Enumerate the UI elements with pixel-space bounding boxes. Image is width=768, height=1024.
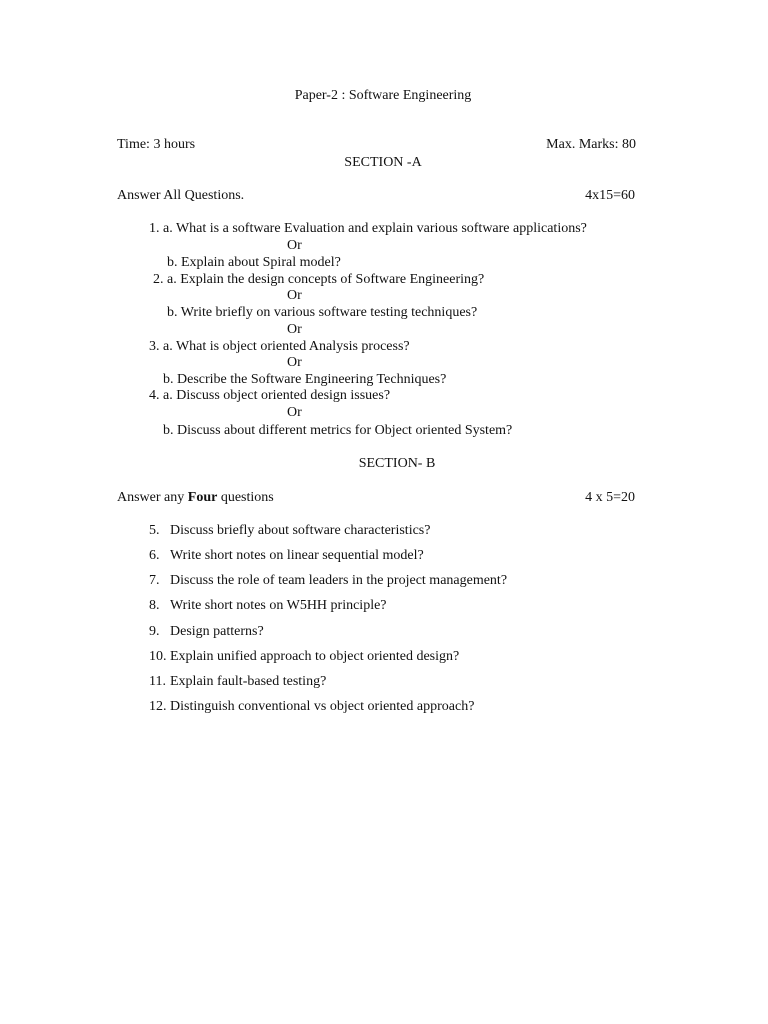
question-text: Write short notes on linear sequential model? <box>170 548 424 563</box>
list-item <box>149 573 507 589</box>
question-4b: b. Discuss about different metrics for Object oriented System? <box>163 423 513 438</box>
or-separator: Or <box>287 238 302 253</box>
max-marks: Max. Marks: 80 <box>546 137 636 152</box>
question-2a: 2. a. Explain the design concepts of Software Engineering? <box>153 272 485 287</box>
section-b-heading: SECTION- B <box>358 456 436 471</box>
question-text: Distinguish conventional vs object oriented approach? <box>170 699 475 714</box>
or-separator: Or <box>287 355 302 370</box>
question-number: 12. <box>149 699 167 714</box>
or-separator: Or <box>287 322 302 337</box>
question-text: Discuss the role of team leaders in the project management? <box>170 573 508 588</box>
list-item <box>149 548 424 564</box>
or-separator: Or <box>287 405 302 420</box>
list-item <box>149 649 459 665</box>
list-item <box>149 523 430 539</box>
question-number: 11. <box>149 674 166 689</box>
question-number: 8. <box>149 598 160 613</box>
question-number: 6. <box>149 548 160 563</box>
or-separator: Or <box>287 288 302 303</box>
question-text: Design patterns? <box>170 624 264 639</box>
list-item <box>149 624 264 640</box>
question-2b: b. Write briefly on various software testing techniques? <box>167 305 478 320</box>
list-item <box>149 699 474 715</box>
question-1b: b. Explain about Spiral model? <box>167 255 341 270</box>
question-text: Explain unified approach to object oriented design? <box>170 649 460 664</box>
list-item <box>149 674 326 690</box>
question-3a: 3. a. What is object oriented Analysis process? <box>149 339 410 354</box>
instruction-emphasis: Four <box>187 490 218 505</box>
paper-title: Paper-2 : Software Engineering <box>294 88 472 103</box>
list-item <box>149 598 387 614</box>
question-text: Write short notes on W5HH principle? <box>170 598 387 613</box>
section-b-marks: 4 x 5=20 <box>585 490 635 505</box>
section-b-instruction <box>117 490 274 506</box>
question-number: 7. <box>149 573 160 588</box>
exam-duration: Time: 3 hours <box>117 137 196 152</box>
question-text: Explain fault-based testing? <box>170 674 327 689</box>
question-3b: b. Describe the Software Engineering Techniques? <box>163 372 447 387</box>
question-4a: 4. a. Discuss object oriented design issues? <box>149 388 391 403</box>
question-number: 10. <box>149 649 167 664</box>
section-a-heading: SECTION -A <box>344 155 422 170</box>
section-a-marks: 4x15=60 <box>585 188 635 203</box>
instruction-prefix: Answer any <box>117 490 188 505</box>
question-text: Discuss briefly about software characteristics? <box>170 523 431 538</box>
section-a-instruction: Answer All Questions. <box>117 188 245 203</box>
question-1a: 1. a. What is a software Evaluation and explain various software applications? <box>149 221 587 236</box>
question-number: 9. <box>149 624 160 639</box>
instruction-suffix: questions <box>217 490 274 505</box>
question-number: 5. <box>149 523 160 538</box>
